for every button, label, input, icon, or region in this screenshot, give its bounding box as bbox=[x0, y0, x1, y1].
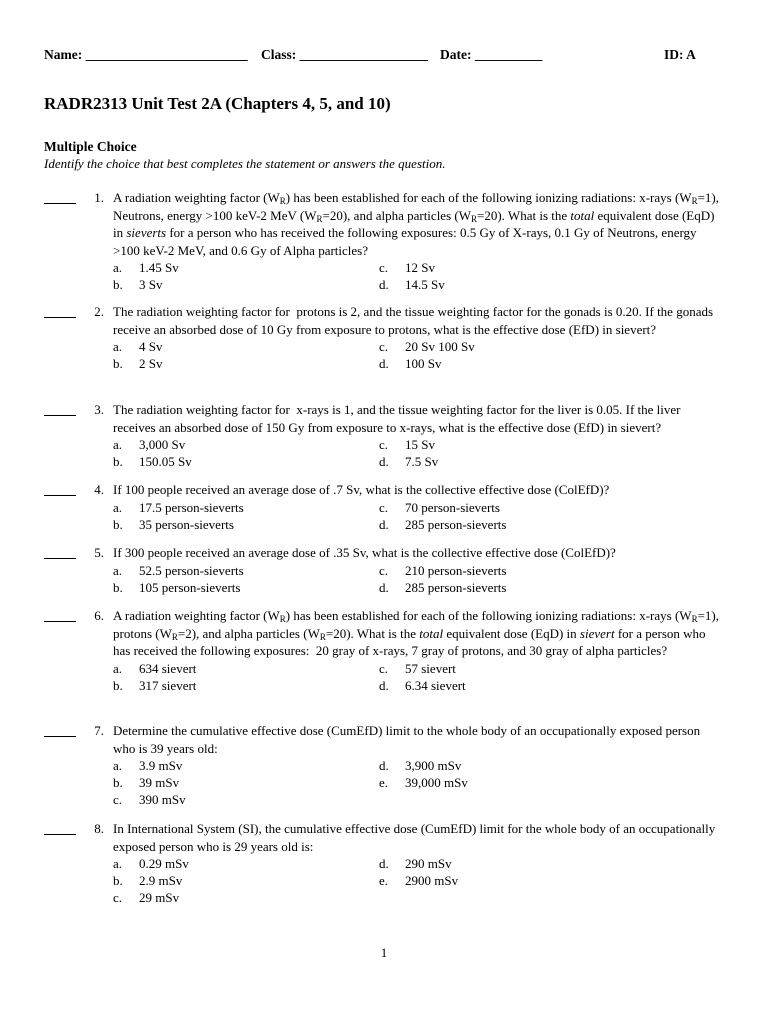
question-stem: A radiation weighting factor $(W_R)$ has been established for each of the following ionizing radiations: x-rays $(W_R=1)$, Neutrons, energy >100 keV-2 MeV $(W_R=20)$, and alpha particles $(W_R=20)$. What is the total equivalent dose (EqD) in sieverts for a person who has received the following exposures: 0.5 Gy of X-rays, 0.1 Gy of Neutrons, energy >100 keV-2 MeV, and 0.6 Gy of Alpha particles? bbox=[113, 190, 719, 258]
answer-blank[interactable] bbox=[44, 481, 76, 496]
question-number: 5. bbox=[94, 545, 104, 560]
choices bbox=[113, 338, 722, 372]
choice-label: c. bbox=[379, 660, 389, 676]
choice-text: 12 Sv bbox=[405, 260, 435, 275]
choice-label: d. bbox=[379, 454, 389, 469]
choice-text: 3.9 mSv bbox=[139, 758, 183, 773]
choice-text: 39 mSv bbox=[139, 775, 180, 790]
choice-text: 6.34 sievert bbox=[405, 677, 466, 693]
choice-text: 285 person-sieverts bbox=[405, 579, 507, 595]
choice-option[interactable] bbox=[379, 436, 679, 453]
choice-label: d. bbox=[379, 579, 389, 595]
choice-label: d. bbox=[379, 356, 389, 371]
answer-blank[interactable] bbox=[44, 607, 76, 622]
choice-label: a. bbox=[113, 339, 123, 354]
choice-option[interactable] bbox=[379, 338, 679, 355]
choices bbox=[113, 562, 722, 596]
choice-text: 317 sievert bbox=[139, 677, 197, 693]
answer-blank[interactable] bbox=[44, 820, 76, 835]
answer-blank[interactable] bbox=[44, 189, 76, 204]
choice-option[interactable] bbox=[379, 453, 679, 470]
choice-label: d. bbox=[379, 856, 389, 871]
choice-label: c. bbox=[379, 562, 389, 578]
choice-option[interactable] bbox=[113, 889, 379, 906]
choice-text: 105 person-sieverts bbox=[139, 579, 241, 595]
choice-label: d. bbox=[379, 758, 389, 773]
choice-label: a. bbox=[113, 758, 123, 773]
choice-label: c. bbox=[113, 890, 123, 905]
question-1 bbox=[44, 189, 724, 293]
question-3 bbox=[44, 401, 724, 470]
choice-label: b. bbox=[113, 516, 123, 532]
choice-text: 2.9 mSv bbox=[139, 873, 183, 888]
choice-label: e. bbox=[379, 873, 389, 888]
section-instructions: Identify the choice that best completes the statement or answers the question. bbox=[44, 156, 446, 171]
choices bbox=[113, 660, 722, 694]
choice-label: c. bbox=[379, 260, 389, 275]
question-stem: In International System (SI), the cumulative effective dose (CumEfD) limit for the whole body of an occupationally exposed person who is 29 years old is: bbox=[113, 821, 716, 854]
choices bbox=[113, 436, 722, 470]
choice-text: 100 Sv bbox=[405, 356, 442, 371]
choice-label: b. bbox=[113, 579, 123, 595]
question-6 bbox=[44, 607, 724, 694]
choice-option[interactable] bbox=[113, 677, 379, 694]
choice-text: 150.05 Sv bbox=[139, 454, 192, 469]
choice-label: c. bbox=[379, 339, 389, 354]
choice-text: 4 Sv bbox=[139, 339, 163, 354]
choice-label: a. bbox=[113, 856, 123, 871]
test-id: ID: A bbox=[664, 47, 696, 62]
choice-option[interactable] bbox=[113, 516, 379, 533]
section-title: Multiple Choice bbox=[44, 139, 137, 154]
choice-option[interactable] bbox=[113, 355, 379, 372]
choice-option[interactable] bbox=[379, 660, 679, 677]
question-7 bbox=[44, 722, 724, 808]
choice-option[interactable] bbox=[113, 791, 379, 808]
choice-label: b. bbox=[113, 677, 123, 693]
choice-text: 7.5 Sv bbox=[405, 454, 439, 469]
choice-option[interactable] bbox=[113, 453, 379, 470]
question-8 bbox=[44, 820, 724, 906]
choice-text: 17.5 person-sieverts bbox=[139, 499, 244, 515]
question-stem: The radiation weighting factor for protons is 2, and the tissue weighting factor for the gonads is 0.20. If the gonads receive an absorbed dose of 10 Gy from exposure to protons, what is the effective dose (EfD) in sievert? bbox=[113, 304, 714, 337]
choice-text: 52.5 person-sieverts bbox=[139, 562, 244, 578]
choice-option[interactable] bbox=[113, 660, 379, 677]
question-number: 8. bbox=[94, 821, 104, 836]
choice-option[interactable] bbox=[379, 757, 679, 774]
choice-label: b. bbox=[113, 277, 123, 292]
choice-option[interactable] bbox=[379, 774, 679, 791]
choice-text: 285 person-sieverts bbox=[405, 516, 507, 532]
question-stem: If 300 people received an average dose of .35 Sv, what is the collective effective dose (ColEfD)? bbox=[113, 545, 616, 560]
choice-option[interactable] bbox=[113, 562, 379, 579]
question-number: 7. bbox=[94, 723, 104, 738]
choice-option[interactable] bbox=[379, 516, 679, 533]
choice-text: 39,000 mSv bbox=[405, 775, 468, 790]
answer-blank[interactable] bbox=[44, 401, 76, 416]
choice-text: 210 person-sieverts bbox=[405, 562, 507, 578]
choice-option[interactable] bbox=[379, 499, 679, 516]
choice-option[interactable] bbox=[379, 579, 679, 596]
choices bbox=[113, 259, 722, 293]
choice-text: 3 Sv bbox=[139, 277, 163, 292]
choice-option[interactable] bbox=[113, 259, 379, 276]
choice-text: 2 Sv bbox=[139, 356, 163, 371]
answer-blank[interactable] bbox=[44, 303, 76, 318]
question-5 bbox=[44, 544, 724, 596]
question-stem: If 100 people received an average dose of .7 Sv, what is the collective effective dose (ColEfD)? bbox=[113, 482, 610, 497]
question-number: 6. bbox=[94, 608, 104, 623]
choice-label: a. bbox=[113, 562, 123, 578]
choice-text: 57 sievert bbox=[405, 660, 456, 676]
choice-option[interactable] bbox=[113, 757, 379, 774]
choice-text: 3,000 Sv bbox=[139, 437, 186, 452]
choices bbox=[113, 855, 722, 906]
choice-label: b. bbox=[113, 356, 123, 371]
choice-label: a. bbox=[113, 499, 123, 515]
choice-label: c. bbox=[379, 437, 389, 452]
question-number: 2. bbox=[94, 304, 104, 319]
choice-option[interactable] bbox=[113, 872, 379, 889]
question-number: 3. bbox=[94, 402, 104, 417]
class-field[interactable]: Class: ___________________ bbox=[261, 47, 428, 62]
choice-option[interactable] bbox=[379, 872, 679, 889]
choice-option[interactable] bbox=[113, 579, 379, 596]
question-stem: The radiation weighting factor for x-rays is 1, and the tissue weighting factor for the liver is 0.05. If the liver receives an absorbed dose of 150 Gy from exposure to x-rays, what is the effective dose (EfD) in sievert? bbox=[113, 402, 681, 435]
choice-label: c. bbox=[379, 499, 389, 515]
choice-text: 1.45 Sv bbox=[139, 260, 179, 275]
choice-option[interactable] bbox=[113, 276, 379, 293]
choice-text: 634 sievert bbox=[139, 660, 197, 676]
question-stem: A radiation weighting factor $(W_R)$ has been established for each of the following ionizing radiations: x-rays $(W_R=1)$, protons $(W_R=2)$, and alpha particles $(W_R=20)$. What is the total equivalent dose (EqD) in sievert for a person who has received the following exposures: 20 gray of x-rays, 7 gray of protons, and 30 gray of alpha particles? bbox=[113, 608, 719, 658]
choice-label: d. bbox=[379, 677, 389, 693]
choice-label: b. bbox=[113, 454, 123, 469]
choice-option[interactable] bbox=[113, 338, 379, 355]
name-field[interactable]: Name: ________________________ bbox=[44, 47, 248, 62]
question-2 bbox=[44, 303, 724, 372]
choices bbox=[113, 757, 722, 808]
question-stem: Determine the cumulative effective dose (CumEfD) limit to the whole body of an occupationally exposed person who is 39 years old: bbox=[113, 723, 701, 756]
choice-option[interactable] bbox=[379, 259, 679, 276]
choice-text: 3,900 mSv bbox=[405, 758, 462, 773]
choice-label: b. bbox=[113, 775, 123, 790]
choice-text: 15 Sv bbox=[405, 437, 435, 452]
page-number: 1 bbox=[380, 945, 388, 960]
choice-label: b. bbox=[113, 873, 123, 888]
choice-text: 2900 mSv bbox=[405, 873, 459, 888]
choice-text: 29 mSv bbox=[139, 890, 180, 905]
choice-option[interactable] bbox=[113, 436, 379, 453]
choice-label: e. bbox=[379, 775, 389, 790]
choice-option[interactable] bbox=[113, 774, 379, 791]
choice-label: a. bbox=[113, 437, 123, 452]
choice-option[interactable] bbox=[113, 855, 379, 872]
choice-option[interactable] bbox=[379, 855, 679, 872]
choice-text: 35 person-sieverts bbox=[139, 516, 234, 532]
choice-label: d. bbox=[379, 516, 389, 532]
choice-text: 390 mSv bbox=[139, 792, 186, 807]
answer-blank[interactable] bbox=[44, 544, 76, 559]
choice-label: c. bbox=[113, 792, 123, 807]
choices bbox=[113, 499, 722, 533]
choice-option[interactable] bbox=[379, 677, 679, 694]
choice-label: a. bbox=[113, 260, 123, 275]
choice-label: a. bbox=[113, 660, 123, 676]
choice-text: 70 person-sieverts bbox=[405, 499, 500, 515]
header-row bbox=[44, 47, 724, 65]
choice-label: d. bbox=[379, 277, 389, 292]
choice-text: 14.5 Sv bbox=[405, 277, 445, 292]
choice-text: 290 mSv bbox=[405, 856, 452, 871]
choice-text: 0.29 mSv bbox=[139, 856, 189, 871]
choice-option[interactable] bbox=[379, 355, 679, 372]
question-4 bbox=[44, 481, 724, 533]
choice-text: 20 Sv 100 Sv bbox=[405, 339, 475, 354]
choice-option[interactable] bbox=[379, 276, 679, 293]
date-field[interactable]: Date: __________ bbox=[440, 47, 543, 62]
question-number: 1. bbox=[94, 190, 104, 205]
choice-option[interactable] bbox=[113, 499, 379, 516]
choice-option[interactable] bbox=[379, 562, 679, 579]
question-number: 4. bbox=[94, 482, 104, 497]
page-title: RADR2313 Unit Test 2A (Chapters 4, 5, and 10) bbox=[44, 94, 391, 113]
answer-blank[interactable] bbox=[44, 722, 76, 737]
